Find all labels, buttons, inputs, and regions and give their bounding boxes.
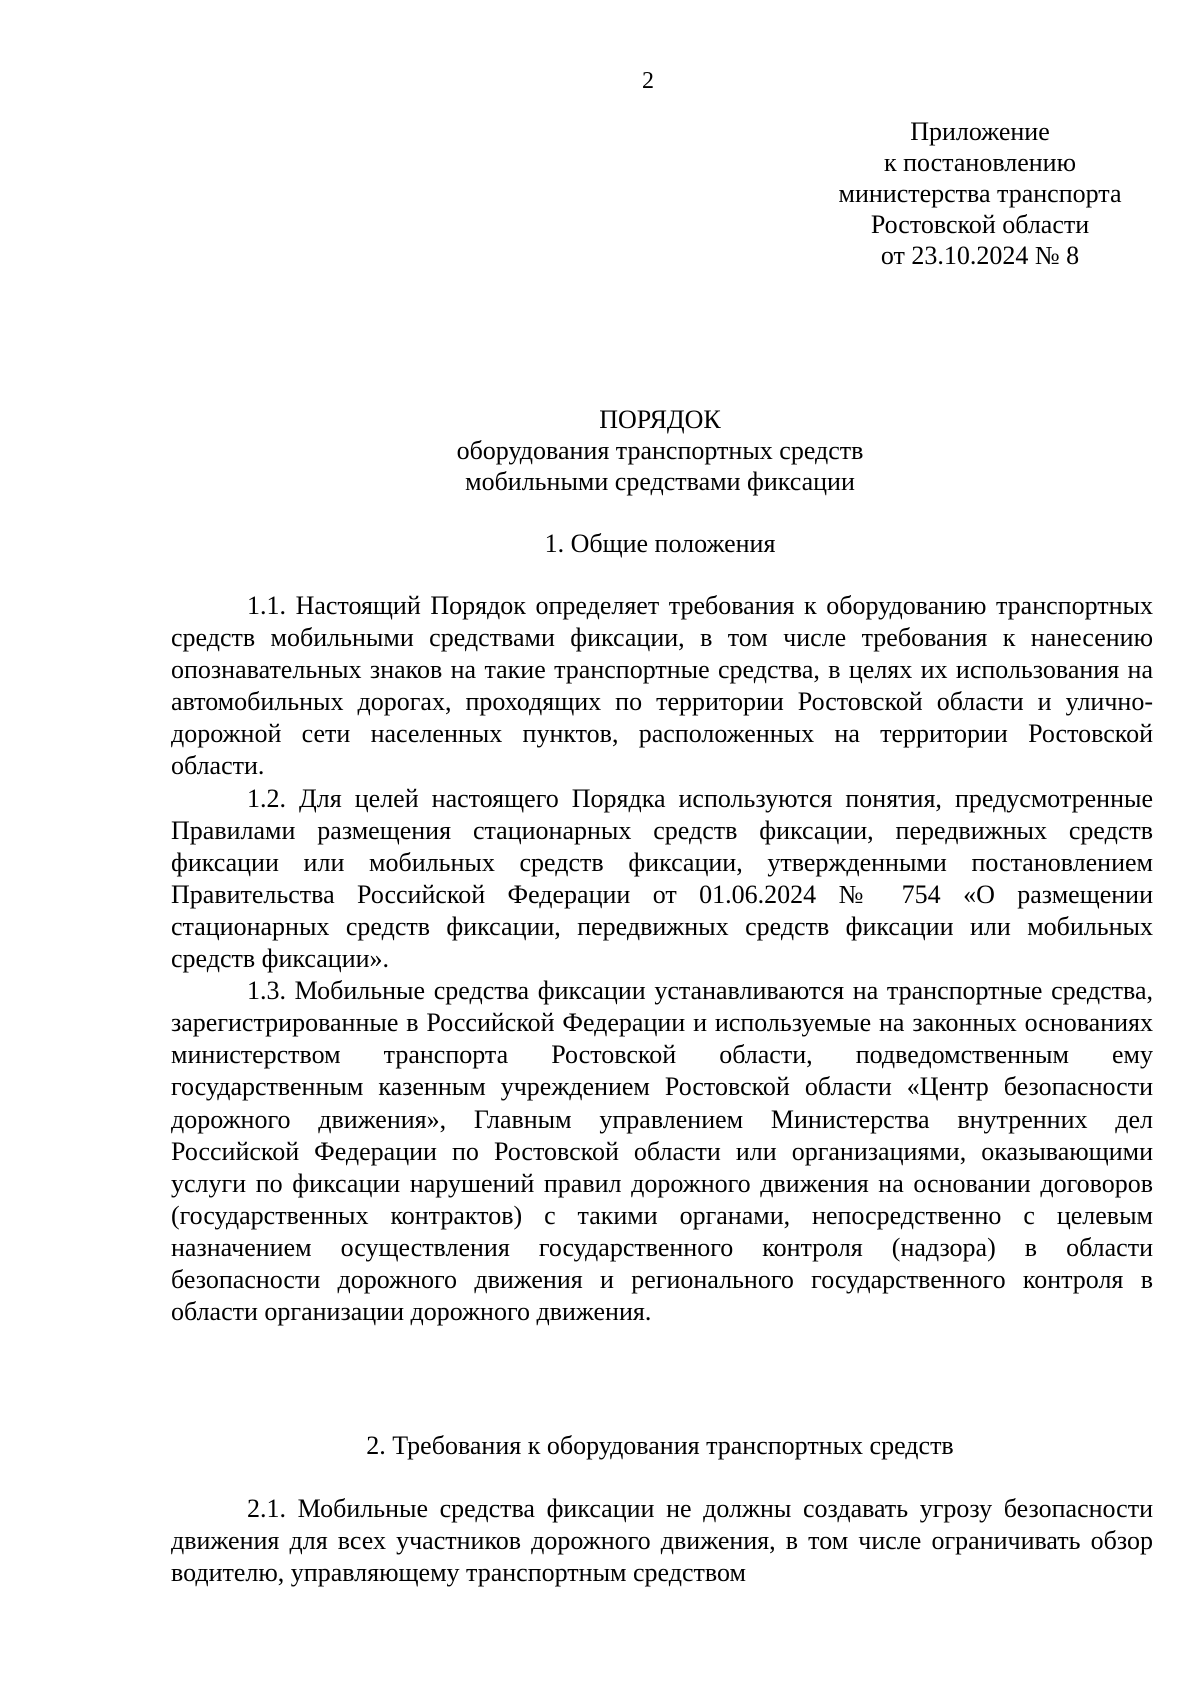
appendix-line: Ростовской области <box>870 210 1090 239</box>
appendix-line: к постановлению <box>883 148 1077 177</box>
paragraph-2-1: 2.1. Мобильные средства фиксации не должны создавать угрозу безопасности движения для всех участников дорожного движения, в том числе ограничивать обзор водителю, управляющему транспортным средством <box>171 1494 1153 1588</box>
page-number: 2 <box>642 68 654 94</box>
section-2-title: 2. Требования к оборудования транспортных средств <box>366 1431 954 1460</box>
appendix-line: министерства транспорта <box>838 179 1122 208</box>
document-heading <box>160 404 1160 497</box>
document-title: ПОРЯДОК <box>599 405 721 434</box>
paragraph-1-2: 1.2. Для целей настоящего Порядка используются понятия, предусмотренные Правилами размещения стационарных средств фиксации, передвижных средств фиксации или мобильных средств фиксации, утвержденными постановлением Правительства Российской Федерации от 01.06.2024 № 754 «О размещении стационарных средств фиксации, передвижных средств фиксации или мобильных средств фиксации». <box>171 783 1153 974</box>
document-subtitle: мобильными средствами фиксации <box>465 467 855 496</box>
paragraph-1-1: 1.1. Настоящий Порядок определяет требования к оборудованию транспортных средств мобильными средствами фиксации, в том числе требования к нанесению опознавательных знаков на такие транспортные средства, в целях их использования на автомобильных дорогах, проходящих по территории Ростовской области и улично-дорожной сети населенных пунктов, расположенных на территории Ростовской области. <box>171 591 1153 781</box>
paragraph-1-3: 1.3. Мобильные средства фиксации устанавливаются на транспортные средства, зарегистрированные в Российской Федерации и используемые на законных основаниях министерством транспорта Ростовской области, подведомственным ему государственным казенным учреждением Ростовской области «Центр безопасности дорожного движения», Главным управлением Министерства внутренних дел Российской Федерации по Ростовской области или организациями, оказывающими услуги по фиксации нарушений правил дорожного движения на основании договоров (государственных контрактов) с такими органами, непосредственно с целевым назначением осуществления государственного контроля (надзора) в области безопасности дорожного движения и регионального государственного контроля в области организации дорожного движения. <box>171 976 1153 1327</box>
section-2-body <box>171 1493 1153 1589</box>
document-subtitle: оборудования транспортных средств <box>456 436 864 465</box>
section-1-title: 1. Общие положения <box>544 529 776 558</box>
appendix-block <box>820 116 1140 271</box>
appendix-line: Приложение <box>910 117 1050 146</box>
appendix-line: от 23.10.2024 № 8 <box>880 241 1080 270</box>
section-1-body <box>171 590 1153 1328</box>
